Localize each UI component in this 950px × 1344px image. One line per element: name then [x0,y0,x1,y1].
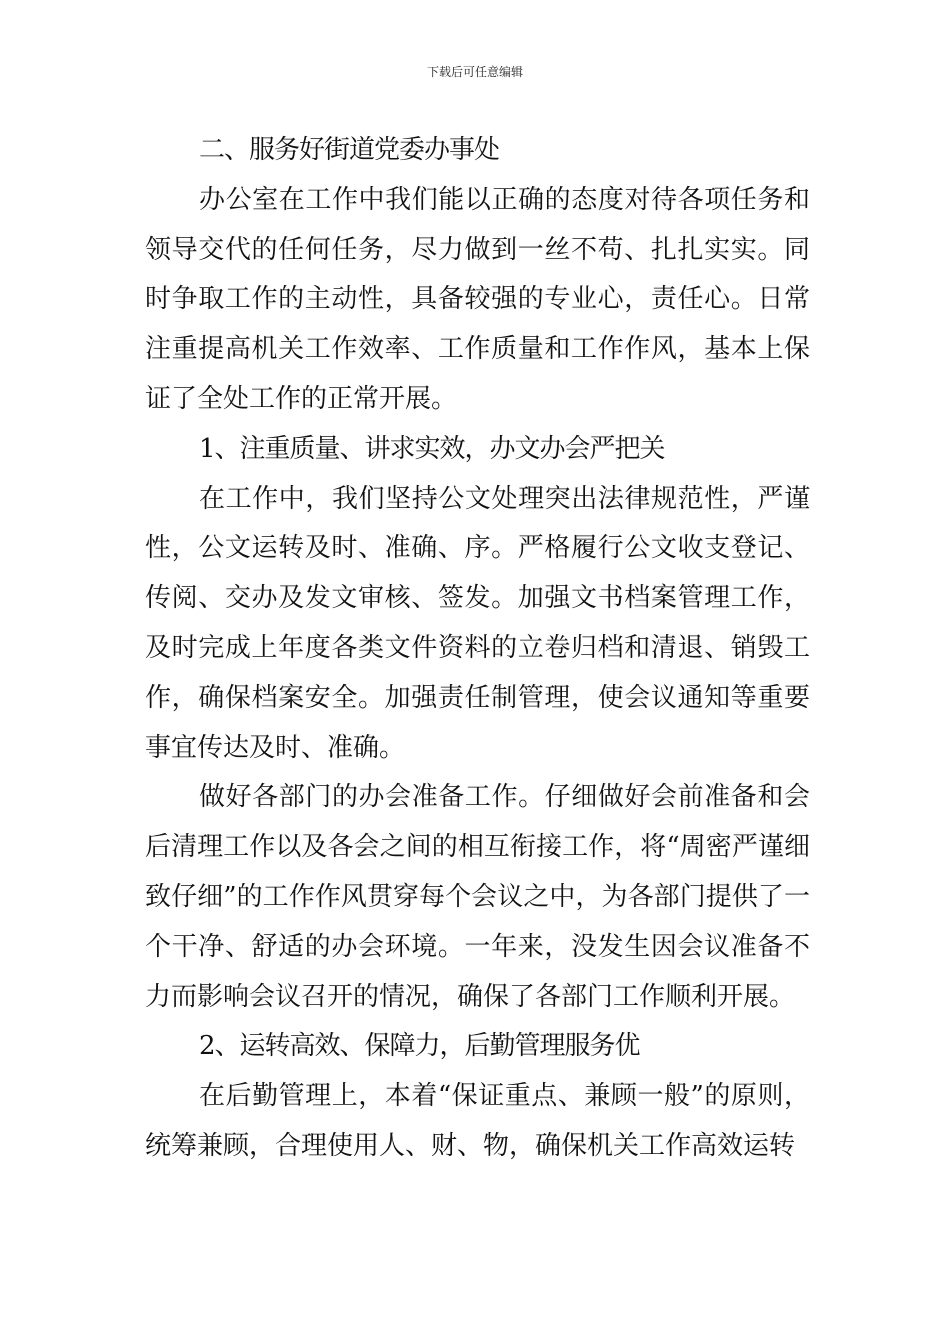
document-body [145,126,810,1172]
body-paragraph: 在工作中，我们坚持公文处理突出法律规范性，严谨性，公文运转及时、准确、序。严格履行公文收支登记、传阅、交办及发文审核、签发。加强文书档案管理工作，及时完成上年度各类文件资料的立卷归档和清退、销毁工作，确保档案安全。加强责任制管理，使会议通知等重要事宜传达及时、准确。 [145,483,810,763]
page-header: 下载后可任意编辑 [426,65,523,79]
section-heading: 1、注重质量、讲求实效，办文办会严把关 [199,433,665,464]
section-heading: 2、运转高效、保障力，后勤管理服务优 [199,1031,640,1062]
body-paragraph: 做好各部门的办会准备工作。仔细做好会前准备和会后清理工作以及各会之间的相互衔接工作，将“周密严谨细致仔细”的工作作风贯穿每个会议之中，为各部门提供了一个干净、舒适的办会环境。一年来，没发生因会议准备不力而影响会议召开的情况，确保了各部门工作顺利开展。 [145,782,810,1012]
body-paragraph: 在后勤管理上，本着“保证重点、兼顾一般”的原则，统筹兼顾，合理使用人、财、物，确保机关工作高效运转 [145,1081,810,1161]
body-paragraph: 办公室在工作中我们能以正确的态度对待各项任务和领导交代的任何任务，尽力做到一丝不苟、扎扎实实。同时争取工作的主动性，具备较强的专业心，责任心。日常注重提高机关工作效率、工作质量和工作作风，基本上保证了全处工作的正常开展。 [145,184,810,414]
section-heading: 二、服务好街道党委办事处 [199,135,500,165]
